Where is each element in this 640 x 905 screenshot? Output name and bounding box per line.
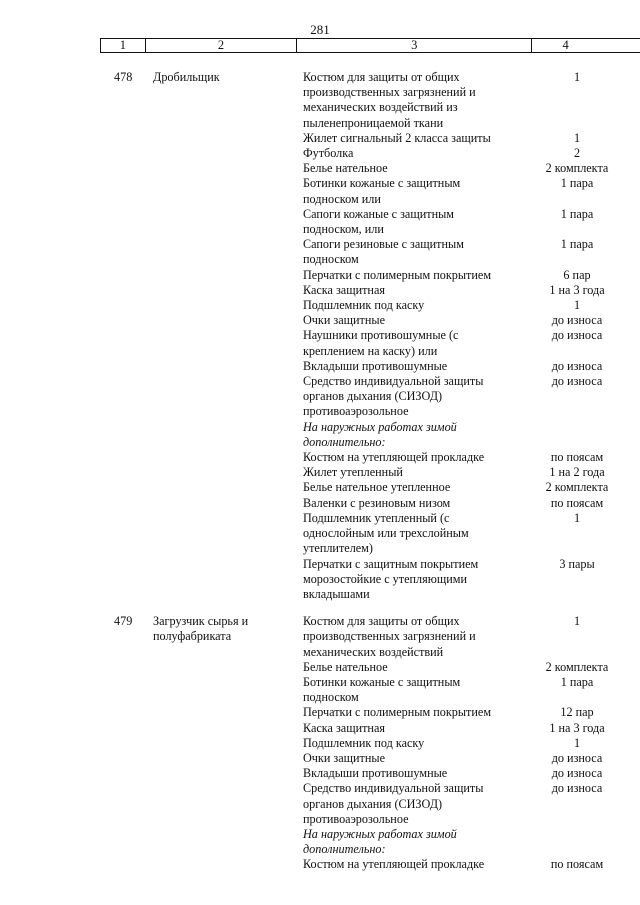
table-body [0, 70, 640, 873]
equipment-name: Ботинки кожаные с защитным подноском или [303, 176, 461, 206]
equipment-item [303, 374, 640, 420]
equipment-note [303, 420, 640, 450]
equipment-name: Жилет утепленный [303, 465, 403, 480]
equipment-name: Костюм на утепляющей прокладке [303, 450, 485, 465]
equipment-note [303, 827, 640, 857]
equipment-item [303, 70, 640, 131]
equipment-quantity: до износа [551, 766, 603, 781]
equipment-item [303, 736, 640, 751]
equipment-name: Очки защитные [303, 313, 385, 328]
equipment-quantity: 1 [573, 510, 581, 525]
equipment-name: Костюм для защиты от общих производственных загрязнений и механических воздействий [303, 614, 476, 659]
equipment-name: Подшлемник утепленный (с однослойным или трехслойным утеплителем) [303, 510, 469, 556]
equipment-quantity: 12 пар [560, 705, 594, 720]
equipment-item [303, 161, 640, 176]
equipment-name: Сапоги резиновые с защитным подноском [303, 237, 464, 267]
equipment-quantity: 2 [573, 146, 581, 161]
equipment-quantity: 2 комплекта [545, 659, 609, 674]
equipment-item [303, 328, 640, 358]
equipment-quantity: до износа [551, 358, 603, 373]
equipment-item [303, 675, 640, 705]
equipment-item [303, 465, 640, 480]
equipment-name: Белье нательное [303, 659, 388, 674]
equipment-name: Сапоги кожаные с защитным подноском, или [303, 206, 454, 237]
equipment-quantity: 1 [573, 735, 581, 750]
equipment-item [303, 781, 640, 827]
equipment-quantity: по поясам [550, 857, 604, 872]
table-row [0, 70, 640, 602]
equipment-item [303, 705, 640, 720]
equipment-quantity: 3 пары [559, 556, 595, 571]
header-col-3: 3 [297, 39, 532, 52]
equipment-name: Перчатки с защитным покрытием морозостойкие с утепляющими вкладышами [303, 556, 479, 601]
equipment-quantity: 1 пара [560, 237, 594, 252]
entry-number: 479 [114, 614, 133, 629]
equipment-quantity: 2 комплекта [545, 480, 609, 495]
equipment-quantity: 1 на 2 года [549, 465, 605, 480]
equipment-quantity: по поясам [550, 495, 604, 510]
equipment-quantity: до износа [551, 328, 603, 343]
page-number: 281 [310, 22, 330, 37]
equipment-item [303, 480, 640, 495]
equipment-name: Перчатки с полимерным покрытием [303, 267, 492, 282]
equipment-name: Подшлемник под каску [303, 735, 425, 750]
equipment-item [303, 857, 640, 872]
equipment-quantity: 1 [573, 70, 581, 84]
equipment-quantity: 1 пара [560, 674, 594, 689]
equipment-quantity: 1 [573, 130, 581, 145]
equipment-item [303, 268, 640, 283]
equipment-quantity: 1 [573, 614, 581, 629]
equipment-name: Перчатки с полимерным покрытием [303, 705, 492, 720]
equipment-name: Вкладыши противошумные [303, 766, 448, 781]
equipment-quantity: до износа [551, 781, 603, 796]
equipment-list [303, 614, 640, 872]
equipment-quantity: до износа [551, 374, 603, 389]
equipment-name: Средство индивидуальной защиты органов дыхания (СИЗОД) противоаэрозольное [303, 374, 484, 419]
equipment-item [303, 660, 640, 675]
equipment-item [303, 176, 640, 206]
equipment-item [303, 146, 640, 161]
equipment-item [303, 313, 640, 328]
equipment-item [303, 721, 640, 736]
equipment-name: Валенки с резиновым низом [303, 495, 451, 510]
equipment-item [303, 766, 640, 781]
equipment-quantity: до износа [551, 313, 603, 328]
equipment-quantity: 6 пар [563, 267, 591, 282]
equipment-quantity: 1 пара [560, 176, 594, 191]
equipment-name: Вкладыши противошумные [303, 358, 448, 373]
equipment-item [303, 557, 640, 603]
equipment-quantity: 2 комплекта [545, 161, 609, 176]
equipment-name: Белье нательное [303, 161, 388, 176]
equipment-item [303, 131, 640, 146]
equipment-item [303, 237, 640, 267]
equipment-quantity: 1 на 3 года [549, 282, 605, 297]
equipment-name: Каска защитная [303, 282, 385, 297]
equipment-quantity: 1 на 3 года [549, 720, 605, 735]
equipment-name: Костюм для защиты от общих производственных загрязнений и механических воздействий из пыленепроницаемой ткани [303, 70, 476, 130]
equipment-item [303, 283, 640, 298]
profession-name: Дробильщик [153, 70, 220, 84]
header-col-2: 2 [146, 39, 297, 52]
equipment-list [303, 70, 640, 602]
equipment-item [303, 751, 640, 766]
equipment-item [303, 359, 640, 374]
equipment-name: Костюм на утепляющей прокладке [303, 857, 485, 872]
table-header-row [100, 38, 640, 53]
equipment-item [303, 207, 640, 237]
equipment-name: На наружных работах зимой дополнительно: [303, 419, 457, 449]
equipment-item [303, 614, 640, 660]
equipment-quantity: по поясам [550, 450, 604, 465]
equipment-name: Средство индивидуальной защиты органов дыхания (СИЗОД) противоаэрозольное [303, 781, 484, 826]
equipment-quantity: 1 [573, 298, 581, 313]
profession-name: Загрузчик сырья и полуфабриката [153, 614, 249, 644]
equipment-name: Каска защитная [303, 720, 385, 735]
equipment-name: Жилет сигнальный 2 класса защиты [303, 130, 491, 145]
equipment-item [303, 450, 640, 465]
equipment-name: Наушники противошумные (с креплением на каску) или [303, 328, 459, 358]
equipment-quantity: до износа [551, 750, 603, 765]
header-col-4: 4 [562, 38, 569, 52]
equipment-name: На наружных работах зимой дополнительно: [303, 826, 457, 857]
equipment-name: Очки защитные [303, 750, 385, 765]
equipment-quantity: 1 пара [560, 206, 594, 221]
equipment-name: Белье нательное утепленное [303, 480, 451, 495]
table-row [0, 614, 640, 872]
entry-number: 478 [114, 70, 133, 84]
equipment-name: Ботинки кожаные с защитным подноском [303, 674, 461, 705]
equipment-name: Футболка [303, 146, 354, 161]
equipment-item [303, 298, 640, 313]
equipment-item [303, 511, 640, 557]
equipment-item [303, 496, 640, 511]
equipment-name: Подшлемник под каску [303, 298, 425, 313]
header-col-1: 1 [101, 39, 146, 52]
